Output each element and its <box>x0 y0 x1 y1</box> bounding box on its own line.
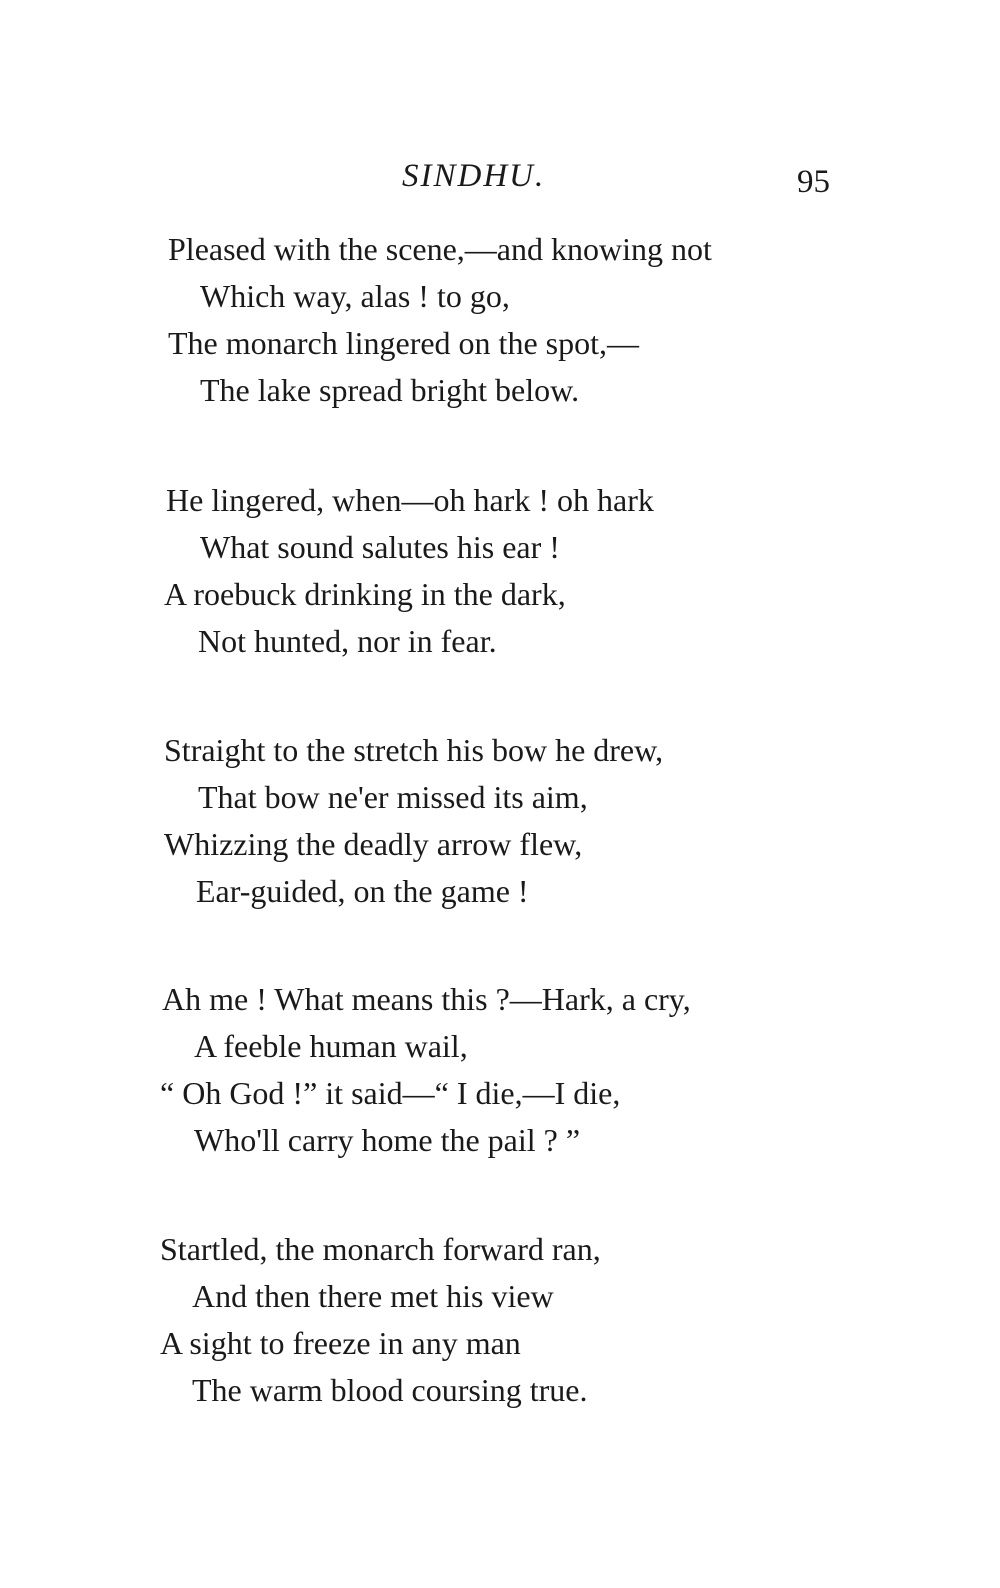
verse-line: Ear-guided, on the game ! <box>196 873 529 909</box>
verse-line: A roebuck drinking in the dark, <box>164 576 566 612</box>
verse-line: A feeble human wail, <box>194 1028 468 1064</box>
running-title: SINDHU. <box>402 158 546 194</box>
verse-line: Startled, the monarch forward ran, <box>160 1231 601 1267</box>
verse-line: He lingered, when—oh hark ! oh hark <box>166 482 654 518</box>
verse-line: That bow ne'er missed its aim, <box>198 779 588 815</box>
verse-line: “ Oh God !” it said—“ I die,—I die, <box>160 1075 621 1111</box>
verse-line: Whizzing the deadly arrow flew, <box>164 826 583 862</box>
page-number: 95 <box>797 164 830 200</box>
verse-line: Pleased with the scene,—and knowing not <box>168 231 712 267</box>
running-head <box>0 150 1000 200</box>
verse-line: Straight to the stretch his bow he drew, <box>164 732 664 768</box>
verse-line: The lake spread bright below. <box>200 372 580 408</box>
verse-line: What sound salutes his ear ! <box>200 529 560 565</box>
verse-line: The warm blood coursing true. <box>192 1372 588 1408</box>
verse-line: Who'll carry home the pail ? ” <box>194 1122 581 1158</box>
verse-line: The monarch lingered on the spot,— <box>168 325 639 361</box>
verse-line: A sight to freeze in any man <box>160 1325 521 1361</box>
verse-line: Ah me ! What means this ?—Hark, a cry, <box>162 981 691 1017</box>
verse-line: And then there met his view <box>192 1278 554 1314</box>
verse-line: Which way, alas ! to go, <box>200 278 510 314</box>
verse-line: Not hunted, nor in fear. <box>198 623 497 659</box>
